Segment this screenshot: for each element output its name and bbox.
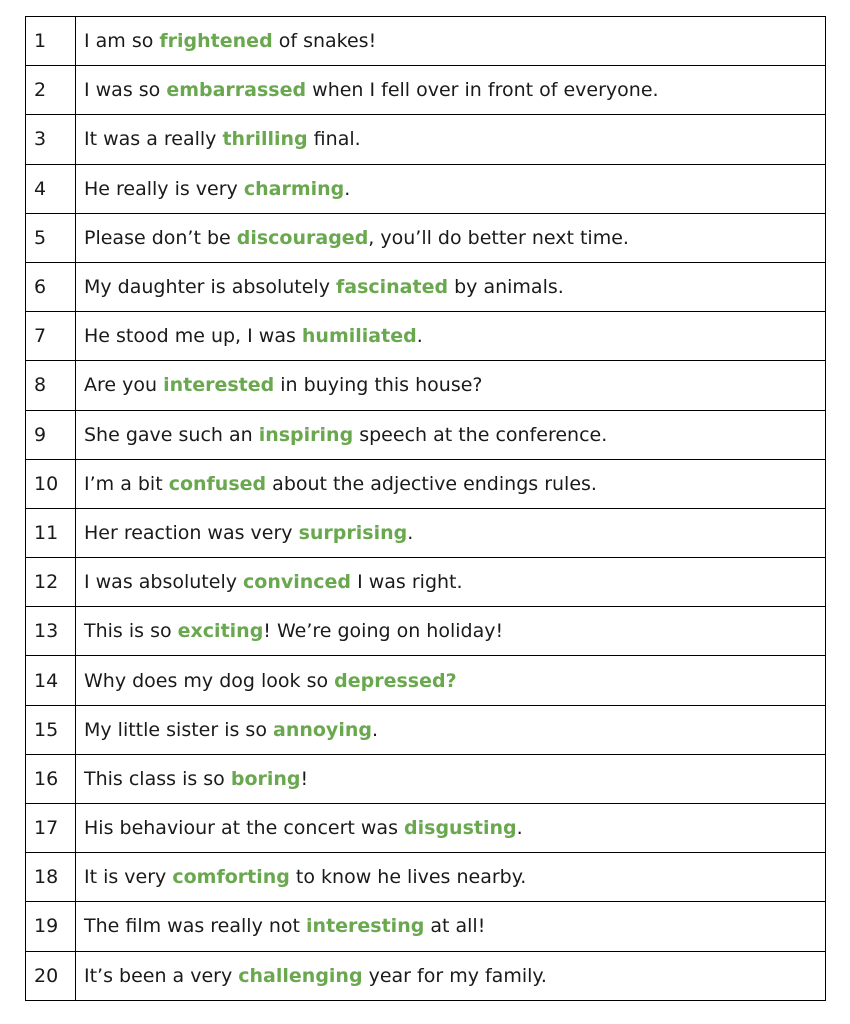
- table-row: [26, 656, 826, 705]
- sentence-text-after: .: [344, 177, 351, 200]
- row-number: 11: [26, 508, 76, 557]
- sentence-cell: [76, 213, 826, 262]
- table-row: [26, 164, 826, 213]
- sentence-text-after: , you’ll do better next time.: [368, 226, 629, 249]
- sentence-text-after: year for my family.: [362, 964, 547, 987]
- sentence-text-before: It is very: [84, 866, 173, 889]
- sentence-cell: [76, 17, 826, 66]
- table-row: [26, 213, 826, 262]
- sentence-cell: [76, 558, 826, 607]
- highlighted-adjective: convinced: [243, 571, 352, 594]
- sentence-text-after: .: [407, 521, 414, 544]
- table-row: [26, 17, 826, 66]
- sentence-text-before: Please don’t be: [84, 226, 237, 249]
- sentence-cell: [76, 705, 826, 754]
- sentence-cell: [76, 902, 826, 951]
- sentence-cell: [76, 262, 826, 311]
- sentence-table: [25, 16, 826, 1001]
- table-row: [26, 312, 826, 361]
- row-number: 10: [26, 459, 76, 508]
- highlighted-adjective: exciting: [177, 620, 264, 643]
- row-number: 18: [26, 853, 76, 902]
- table-row: [26, 508, 826, 557]
- table-row: [26, 902, 826, 951]
- table-row: [26, 705, 826, 754]
- sentence-text-before: I was so: [84, 79, 167, 102]
- sentence-cell: [76, 164, 826, 213]
- row-number: 3: [26, 115, 76, 164]
- table-row: [26, 410, 826, 459]
- row-number: 14: [26, 656, 76, 705]
- sentence-cell: [76, 410, 826, 459]
- table-row: [26, 607, 826, 656]
- sentence-text-before: She gave such an: [84, 423, 259, 446]
- row-number: 2: [26, 66, 76, 115]
- sentence-text-after: in buying this house?: [274, 374, 483, 397]
- highlighted-adjective: depressed?: [334, 669, 457, 692]
- highlighted-adjective: frightened: [159, 30, 273, 53]
- table-row: [26, 115, 826, 164]
- highlighted-adjective: interested: [163, 374, 275, 397]
- sentence-text-after: final.: [307, 128, 361, 151]
- row-number: 1: [26, 17, 76, 66]
- row-number: 20: [26, 951, 76, 1000]
- highlighted-adjective: inspiring: [258, 423, 354, 446]
- row-number: 5: [26, 213, 76, 262]
- sentence-text-after: .: [516, 817, 523, 840]
- sentence-text-after: I was right.: [351, 571, 463, 594]
- highlighted-adjective: confused: [168, 472, 267, 495]
- sentence-cell: [76, 66, 826, 115]
- sentence-text-before: Are you: [84, 374, 164, 397]
- sentence-text-before: This is so: [84, 620, 178, 643]
- sentence-cell: [76, 459, 826, 508]
- highlighted-adjective: charming: [243, 177, 345, 200]
- row-number: 19: [26, 902, 76, 951]
- highlighted-adjective: boring: [230, 767, 301, 790]
- sentence-text-before: He stood me up, I was: [84, 325, 302, 348]
- row-number: 8: [26, 361, 76, 410]
- highlighted-adjective: challenging: [238, 964, 363, 987]
- highlighted-adjective: surprising: [298, 521, 408, 544]
- highlighted-adjective: comforting: [172, 866, 290, 889]
- sentence-text-before: It’s been a very: [84, 964, 239, 987]
- highlighted-adjective: humiliated: [301, 325, 417, 348]
- sentence-cell: [76, 656, 826, 705]
- highlighted-adjective: discouraged: [236, 226, 369, 249]
- sentence-text-before: I was absolutely: [84, 571, 244, 594]
- sentence-text-before: My daughter is absolutely: [84, 276, 336, 299]
- table-row: [26, 66, 826, 115]
- sentence-text-after: to know he lives nearby.: [289, 866, 527, 889]
- sentence-text-before: He really is very: [84, 177, 244, 200]
- sentence-cell: [76, 312, 826, 361]
- sentence-text-before: My little sister is so: [84, 718, 273, 741]
- sentence-cell: [76, 115, 826, 164]
- sentence-text-after: at all!: [424, 915, 486, 938]
- row-number: 16: [26, 754, 76, 803]
- table-row: [26, 853, 826, 902]
- sentence-text-after: !: [300, 767, 309, 790]
- row-number: 15: [26, 705, 76, 754]
- row-number: 17: [26, 804, 76, 853]
- row-number: 9: [26, 410, 76, 459]
- sentence-table-body: [26, 17, 826, 1001]
- highlighted-adjective: disgusting: [404, 817, 517, 840]
- sentence-text-after: .: [371, 718, 378, 741]
- sentence-cell: [76, 361, 826, 410]
- row-number: 4: [26, 164, 76, 213]
- highlighted-adjective: fascinated: [335, 276, 449, 299]
- sentence-cell: [76, 951, 826, 1000]
- highlighted-adjective: annoying: [273, 718, 372, 741]
- sentence-text-before: His behaviour at the concert was: [84, 817, 405, 840]
- sentence-text-before: I’m a bit: [84, 472, 169, 495]
- sentence-text-after: about the adjective endings rules.: [266, 472, 597, 495]
- sentence-cell: [76, 804, 826, 853]
- sentence-text-after: ! We’re going on holiday!: [263, 620, 504, 643]
- row-number: 6: [26, 262, 76, 311]
- sentence-cell: [76, 853, 826, 902]
- sentence-text-before: It was a really: [84, 128, 223, 151]
- sentence-cell: [76, 607, 826, 656]
- sentence-text-before: This class is so: [84, 767, 231, 790]
- table-row: [26, 361, 826, 410]
- table-row: [26, 754, 826, 803]
- sentence-text-after: speech at the conference.: [353, 423, 608, 446]
- sentence-text-after: of snakes!: [272, 30, 377, 53]
- sentence-text-before: The film was really not: [84, 915, 307, 938]
- row-number: 13: [26, 607, 76, 656]
- highlighted-adjective: embarrassed: [166, 79, 307, 102]
- highlighted-adjective: thrilling: [222, 128, 308, 151]
- table-row: [26, 262, 826, 311]
- sentence-text-before: I am so: [84, 30, 160, 53]
- table-row: [26, 558, 826, 607]
- sentence-text-after: .: [416, 325, 423, 348]
- table-row: [26, 459, 826, 508]
- sentence-text-before: Why does my dog look so: [84, 669, 335, 692]
- table-row: [26, 804, 826, 853]
- row-number: 12: [26, 558, 76, 607]
- table-row: [26, 951, 826, 1000]
- sentence-text-after: when I fell over in front of everyone.: [306, 79, 659, 102]
- sentence-text-after: by animals.: [448, 276, 564, 299]
- sentence-cell: [76, 508, 826, 557]
- row-number: 7: [26, 312, 76, 361]
- highlighted-adjective: interesting: [306, 915, 425, 938]
- sentence-text-before: Her reaction was very: [84, 521, 299, 544]
- sentence-cell: [76, 754, 826, 803]
